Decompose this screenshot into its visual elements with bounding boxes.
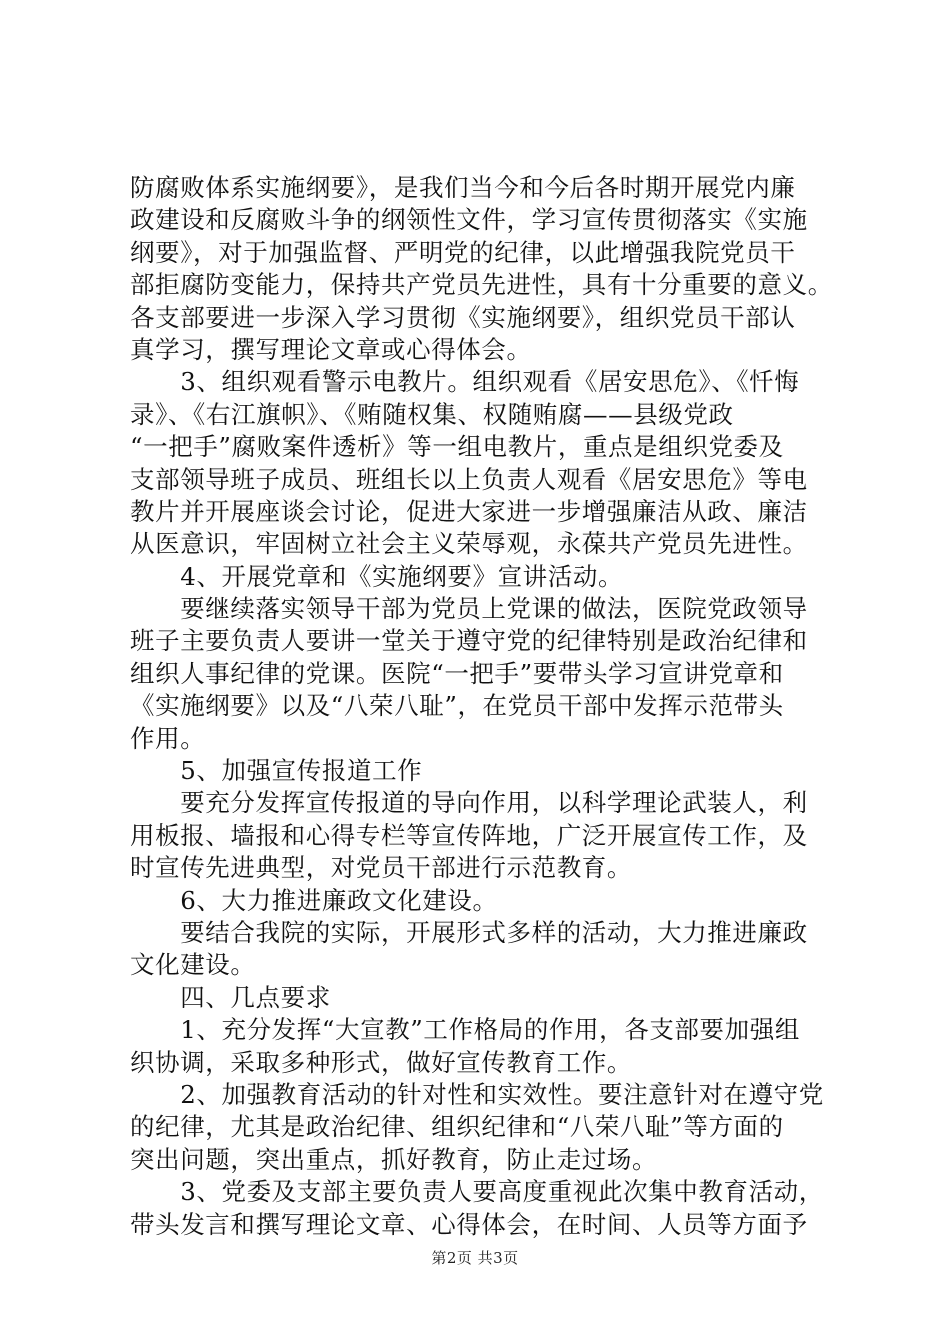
text-line: 要充分发挥宣传报道的导向作用，以科学理论武装人，利 <box>130 788 808 818</box>
text-line: 防腐败体系实施纲要》，是我们当今和今后各时期开展党内廉 <box>130 173 796 202</box>
text-line: 要结合我院的实际，开展形式多样的活动，大力推进廉政 <box>130 917 808 947</box>
text-line: 从医意识，牢固树立社会主义荣辱观，永葆共产党员先进性。 <box>130 529 808 559</box>
text-line: “一把手”腐败案件透析》等一组电教片，重点是组织党委及 <box>130 432 784 462</box>
text-line: 织协调，采取多种形式，做好宣传教育工作。 <box>130 1047 632 1077</box>
text-line: 支部领导班子成员、班组长以上负责人观看《居安思危》等电 <box>130 464 808 494</box>
text-line: 带头发言和撰写理论文章、心得体会，在时间、人员等方面予 <box>130 1209 808 1239</box>
document-body <box>130 172 850 1241</box>
section-heading-line: 6、大力推进廉政文化建设。 <box>130 885 498 915</box>
text-line: 3、党委及支部主要负责人要高度重视此次集中教育活动， <box>130 1177 824 1207</box>
text-line: 录》、《右江旗帜》、《贿随权集、权随贿腐——县级党政 <box>130 399 734 429</box>
section-heading-line: 3、组织观看警示电教片。组织观看《居安思危》、《忏悔 <box>130 367 800 397</box>
text-line: 班子主要负责人要讲一堂关于遵守党的纪律特别是政治纪律和 <box>130 626 808 656</box>
text-line: 时宣传先进典型，对党员干部进行示范教育。 <box>130 853 632 883</box>
text-line: 要继续落实领导干部为党员上党课的做法，医院党政领导 <box>130 594 808 624</box>
section-heading-line: 5、加强宣传报道工作 <box>130 756 423 786</box>
text-line: 2、加强教育活动的针对性和实效性。要注意针对在遵守党 <box>130 1079 824 1109</box>
text-line: 政建设和反腐败斗争的纲领性文件，学习宣传贯彻落实《实施 <box>130 205 808 235</box>
text-line: 真学习，撰写理论文章或心得体会。 <box>130 334 532 364</box>
text-line: 部拒腐防变能力，保持共产党员先进性，具有十分重要的意义。 <box>130 270 833 300</box>
text-line: 1、充分发挥“大宣教”工作格局的作用，各支部要加强组 <box>130 1015 800 1045</box>
text-line: 作用。 <box>130 723 206 753</box>
section-heading-line: 4、开展党章和《实施纲要》宣讲活动。 <box>130 561 624 591</box>
section-heading-line: 四、几点要求 <box>130 982 331 1012</box>
page-number-footer: 第2页 共3页 <box>431 1249 519 1267</box>
text-line: 组织人事纪律的党课。医院“一把手”要带头学习宣讲党章和 <box>130 658 784 688</box>
text-line: 文化建设。 <box>130 950 256 980</box>
text-line: 《实施纲要》以及“八荣八耻”，在党员干部中发挥示范带头 <box>130 691 784 721</box>
text-line: 教片并开展座谈会讨论，促进大家进一步增强廉洁从政、廉洁 <box>130 496 808 526</box>
text-line: 各支部要进一步深入学习贯彻《实施纲要》，组织党员干部认 <box>130 302 796 332</box>
text-line: 的纪律，尤其是政治纪律、组织纪律和“八荣八耻”等方面的 <box>130 1112 784 1142</box>
text-line: 突出问题，突出重点，抓好教育，防止走过场。 <box>130 1144 658 1174</box>
text-line: 用板报、墙报和心得专栏等宣传阵地，广泛开展宣传工作，及 <box>130 820 808 850</box>
text-line: 纲要》，对于加强监督、严明党的纪律，以此增强我院党员干 <box>130 237 796 267</box>
